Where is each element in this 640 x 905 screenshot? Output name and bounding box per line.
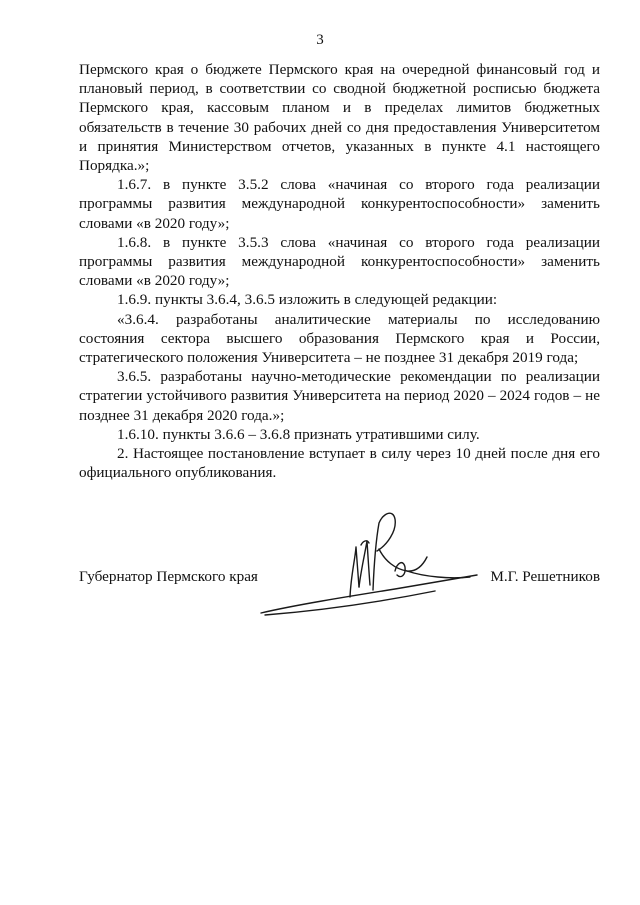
paragraph-1-6-7: 1.6.7. в пункте 3.5.2 слова «начиная со второго года реализации программы развития международной конкурентоспособности» заменить словами «в 2020 году»;	[79, 176, 600, 232]
page-number: 3	[316, 32, 324, 48]
signature-block	[79, 566, 600, 588]
paragraph-1-6-8: 1.6.8. в пункте 3.5.3 слова «начиная со второго года реализации программы развития международной конкурентоспособности» заменить словами «в 2020 году»;	[79, 233, 600, 290]
paragraph-1-6-9: 1.6.9. пункты 3.6.4, 3.6.5 изложить в следующей редакции:	[117, 291, 498, 309]
handwritten-signature	[255, 505, 490, 620]
paragraph-2: 2. Настоящее постановление вступает в силу через 10 дней после дня его официального опубликования.	[79, 445, 600, 482]
signatory-name: М.Г. Решетников	[490, 568, 600, 585]
document-body	[79, 60, 600, 482]
signatory-position: Губернатор Пермского края	[79, 568, 258, 585]
paragraph-3-6-5: 3.6.5. разработаны научно-методические рекомендации по реализации стратегии устойчивого развития Университета на период 2020 – 2024 годов – не позднее 31 декабря 2020 года.»;	[79, 368, 600, 424]
paragraph-1-6-10: 1.6.10. пункты 3.6.6 – 3.6.8 признать утратившими силу.	[117, 425, 480, 443]
paragraph-continuation: Пермского края о бюджете Пермского края на очередной финансовый год и плановый период, в соответствии со сводной бюджетной росписью бюджета Пермского края, кассовым планом и в пределах лимитов бюджетных обязательств в течение 30 рабочих дней со дня предоставления Университетом и принятия Министерством отчетов, указанных в пункте 4.1 настоящего Порядка.»;	[79, 61, 600, 175]
paragraph-3-6-4: «3.6.4. разработаны аналитические материалы по исследованию состояния сектора высшего образования Пермского края и России, стратегического положения Университета – не позднее 31 декабря 2019 года;	[79, 310, 600, 367]
